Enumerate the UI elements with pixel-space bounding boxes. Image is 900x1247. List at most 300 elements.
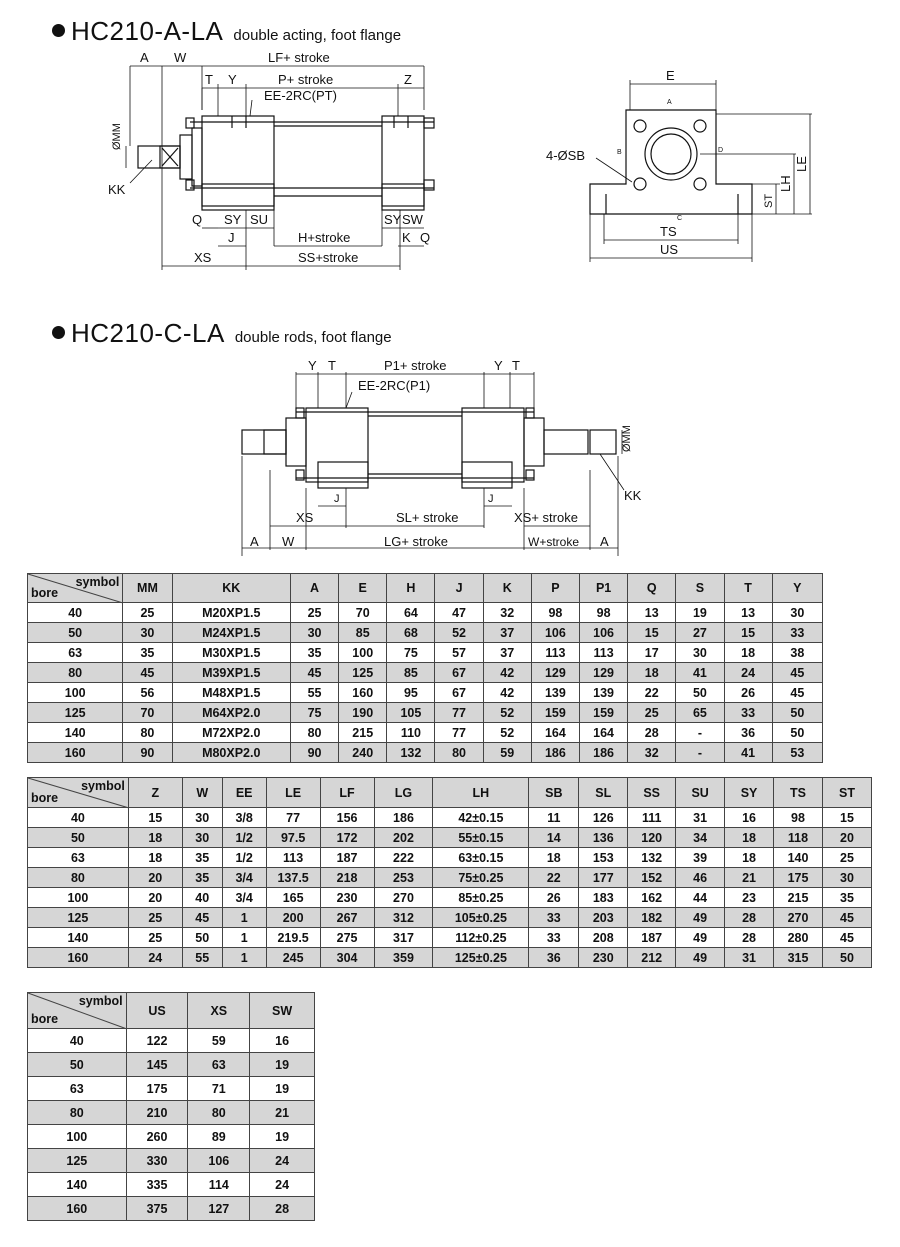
dim-label: EE-2RC(PT) [264,88,337,103]
table-cell: 125 [28,1149,127,1173]
table-cell: 30 [123,623,172,643]
table-cell: 38 [772,643,822,663]
table-cell: 20 [822,828,871,848]
table-cell: 183 [579,888,628,908]
table-cell: 113 [266,848,320,868]
column-header: E [339,574,387,603]
column-header: LG [374,778,433,808]
table-cell: 113 [531,643,579,663]
column-header: Q [628,574,676,603]
table-cell: 208 [579,928,628,948]
column-header: A [290,574,338,603]
table-row [28,1125,315,1149]
table-cell: 125 [28,703,123,723]
table-row [28,603,823,623]
bore-symbol-corner [28,778,129,808]
table-cell: 156 [320,808,374,828]
table-cell: 114 [188,1173,250,1197]
table-cell: 98 [531,603,579,623]
marker-label: D [718,147,724,154]
table-cell: 52 [435,623,483,643]
side-view-drawing-c [0,0,900,560]
table-cell: 21 [725,868,774,888]
dim-label: E [666,68,675,83]
table-cell: 70 [339,603,387,623]
table-cell: 77 [435,723,483,743]
dim-label: Y [494,358,503,373]
table-cell: - [676,723,724,743]
table-row [28,1173,315,1197]
column-header: XS [188,993,250,1029]
table-cell: 164 [531,723,579,743]
dim-label: T [205,72,213,87]
table-cell: 253 [374,868,433,888]
table-cell: 19 [250,1053,315,1077]
table-cell: 200 [266,908,320,928]
table-row [28,948,872,968]
table-row [28,1101,315,1125]
dim-label: SW [402,212,423,227]
table-cell: 45 [772,663,822,683]
table-cell: 129 [531,663,579,683]
table-cell: 46 [676,868,725,888]
table-cell: 1 [222,948,266,968]
dim-label: P1+ stroke [384,358,447,373]
table-cell: 359 [374,948,433,968]
table-cell: 139 [580,683,628,703]
table-cell: 275 [320,928,374,948]
table-cell: 70 [123,703,172,723]
table-cell: 27 [676,623,724,643]
dim-label: ØMM [621,425,633,452]
table-cell: 53 [772,743,822,763]
table-row [28,868,872,888]
column-header: Z [128,778,182,808]
table-cell: M39XP1.5 [172,663,290,683]
table-cell: 13 [628,603,676,623]
column-header: LF [320,778,374,808]
table-cell: 152 [628,868,676,888]
table-cell: 35 [290,643,338,663]
table-row [28,828,872,848]
table-cell: 172 [320,828,374,848]
table-cell: 125 [28,908,129,928]
column-header: KK [172,574,290,603]
bore-symbol-corner [28,993,127,1029]
table-cell: 64 [387,603,435,623]
table-cell: 80 [28,1101,127,1125]
table-cell: 52 [483,703,531,723]
table-cell: 15 [724,623,772,643]
corner-bore-label: bore [31,1012,59,1026]
table-cell: 106 [188,1149,250,1173]
table-cell: 63 [28,848,129,868]
table-cell: 36 [529,948,579,968]
table-cell: 50 [676,683,724,703]
table-cell: 75 [290,703,338,723]
table-cell: 15 [628,623,676,643]
table-cell: 42±0.15 [433,808,529,828]
table-cell: 47 [435,603,483,623]
table-cell: M48XP1.5 [172,683,290,703]
dimension-table-3 [27,992,315,1221]
table-cell: 1/2 [222,828,266,848]
column-header: SB [529,778,579,808]
table-cell: 125 [339,663,387,683]
column-header: EE [222,778,266,808]
table-cell: 267 [320,908,374,928]
table-cell: 19 [250,1125,315,1149]
table-cell: 215 [774,888,823,908]
table-cell: 40 [28,808,129,828]
table-cell: 45 [182,908,222,928]
table-header-row [28,993,315,1029]
table-cell: 42 [483,683,531,703]
dim-label: 4-ØSB [546,148,586,163]
table-row [28,928,872,948]
dimension-table-1 [27,573,823,763]
table-row [28,1149,315,1173]
table-cell: 17 [628,643,676,663]
table-cell: M20XP1.5 [172,603,290,623]
table-cell: 80 [290,723,338,743]
column-header: Y [772,574,822,603]
table-cell: 44 [676,888,725,908]
table-cell: 25 [128,928,182,948]
table-cell: 137.5 [266,868,320,888]
dim-label: KK [624,488,642,503]
table-cell: 40 [28,1029,127,1053]
table-cell: 80 [188,1101,250,1125]
table-row [28,743,823,763]
table-cell: 140 [28,1173,127,1197]
table-cell: 160 [28,948,129,968]
column-header: US [126,993,188,1029]
table-cell: 175 [774,868,823,888]
table-cell: 375 [126,1197,188,1221]
table-cell: 187 [320,848,374,868]
table-cell: 26 [529,888,579,908]
table-cell: 218 [320,868,374,888]
table-cell: 126 [579,808,628,828]
table-cell: 125±0.25 [433,948,529,968]
table-cell: 110 [387,723,435,743]
table-cell: 45 [772,683,822,703]
table-cell: 50 [28,623,123,643]
dim-label: SU [250,212,269,227]
dim-label: T [328,358,336,373]
table-cell: 55±0.15 [433,828,529,848]
table-cell: 111 [628,808,676,828]
table-cell: 270 [774,908,823,928]
table-cell: 31 [676,808,725,828]
table-cell: 42 [483,663,531,683]
column-header: SY [725,778,774,808]
bore-symbol-corner [28,574,123,603]
table-cell: 63 [28,1077,127,1101]
table-cell: 32 [628,743,676,763]
dim-label: J [228,230,235,245]
table-cell: M24XP1.5 [172,623,290,643]
table-cell: 222 [374,848,433,868]
table-cell: 41 [676,663,724,683]
column-header: W [182,778,222,808]
table-cell: 122 [126,1029,188,1053]
table-cell: 1 [222,908,266,928]
table-cell: 140 [774,848,823,868]
table-cell: 28 [250,1197,315,1221]
table-cell: 25 [128,908,182,928]
table-cell: 260 [126,1125,188,1149]
dim-label: Y [228,72,237,87]
table-cell: 240 [339,743,387,763]
dim-label: Y [308,358,317,373]
dim-label: J [334,493,340,505]
marker-label: C [677,215,683,222]
dim-label: LE [794,156,809,172]
table-row [28,1197,315,1221]
column-header: LH [433,778,529,808]
dim-label: LG+ stroke [384,534,448,549]
table-cell: 162 [628,888,676,908]
table-cell: 20 [128,868,182,888]
table-cell: 50 [28,828,129,848]
table-cell: 33 [529,908,579,928]
table-cell: 19 [250,1077,315,1101]
dim-label: SY [224,212,242,227]
table-cell: 33 [772,623,822,643]
table-cell: 3/4 [222,888,266,908]
table-row [28,1053,315,1077]
table-cell: 30 [182,828,222,848]
marker-label: B [617,149,622,156]
table-cell: 85 [387,663,435,683]
table-row [28,1029,315,1053]
table-cell: 113 [580,643,628,663]
table-cell: 80 [28,868,129,888]
table-cell: 57 [435,643,483,663]
dim-label: SS+stroke [298,250,359,265]
column-header: S [676,574,724,603]
dim-label: K [402,230,411,245]
dim-label: H+stroke [298,230,351,245]
table-cell: 80 [28,663,123,683]
column-header: K [483,574,531,603]
table-cell: 335 [126,1173,188,1197]
table-cell: 106 [531,623,579,643]
column-header: T [724,574,772,603]
dimension-table-2 [27,777,872,968]
table-cell: 22 [628,683,676,703]
table-cell: 98 [774,808,823,828]
dim-label: SL+ stroke [396,510,459,525]
table-cell: 18 [724,643,772,663]
table-row [28,703,823,723]
table-cell: 39 [676,848,725,868]
table-cell: 159 [531,703,579,723]
table-cell: 45 [290,663,338,683]
table-cell: 90 [123,743,172,763]
table-cell: 56 [123,683,172,703]
table-cell: 186 [374,808,433,828]
column-header: J [435,574,483,603]
table-cell: 304 [320,948,374,968]
table-cell: 45 [822,928,871,948]
table-cell: 98 [580,603,628,623]
table-cell: 132 [387,743,435,763]
table-cell: 63 [188,1053,250,1077]
table-cell: 35 [182,868,222,888]
table-cell: 215 [339,723,387,743]
table-cell: 24 [724,663,772,683]
corner-symbol-label: symbol [78,994,123,1008]
table-cell: 36 [724,723,772,743]
table-cell: 95 [387,683,435,703]
table-cell: 14 [529,828,579,848]
table-cell: 63±0.15 [433,848,529,868]
dim-label: XS [296,510,314,525]
table-cell: 50 [822,948,871,968]
dim-label: LH [778,175,793,192]
table-cell: 164 [580,723,628,743]
table-cell: 35 [182,848,222,868]
column-header: SS [628,778,676,808]
table-cell: 33 [529,928,579,948]
table-cell: 153 [579,848,628,868]
table-cell: 41 [724,743,772,763]
table-cell: 18 [725,848,774,868]
table-cell: 34 [676,828,725,848]
table-cell: 330 [126,1149,188,1173]
table-cell: 25 [290,603,338,623]
table-cell: M64XP2.0 [172,703,290,723]
table-cell: 18 [529,848,579,868]
dim-label: Q [192,212,203,227]
table-cell: 24 [250,1149,315,1173]
table-cell: M30XP1.5 [172,643,290,663]
table-cell: 160 [28,743,123,763]
table-cell: 106 [580,623,628,643]
table-row [28,643,823,663]
table-cell: 210 [126,1101,188,1125]
corner-bore-label: bore [31,586,59,600]
table-cell: 270 [374,888,433,908]
table-cell: 68 [387,623,435,643]
table-cell: 55 [290,683,338,703]
table-cell: 18 [628,663,676,683]
table-cell: 100 [339,643,387,663]
table-cell: 132 [628,848,676,868]
column-header: SU [676,778,725,808]
table-cell: 22 [529,868,579,888]
table-cell: 230 [320,888,374,908]
model-name: HC210-C-LA [71,318,225,348]
table-cell: 186 [580,743,628,763]
table-cell: 25 [822,848,871,868]
table-row [28,623,823,643]
table-cell: 1/2 [222,848,266,868]
table-cell: 67 [435,683,483,703]
table-cell: 16 [250,1029,315,1053]
table-cell: 50 [182,928,222,948]
table-cell: 187 [628,928,676,948]
table-cell: 105 [387,703,435,723]
dim-label: KK [108,182,126,197]
table-cell: - [676,743,724,763]
table-cell: 25 [628,703,676,723]
dim-label: W+stroke [528,535,580,549]
dim-label: A [140,50,149,65]
dim-label: EE-2RC(P1) [358,378,431,393]
corner-bore-label: bore [31,791,59,805]
column-header: SL [579,778,628,808]
table-cell: 118 [774,828,823,848]
table-cell: 315 [774,948,823,968]
table-cell: 136 [579,828,628,848]
table-cell: 190 [339,703,387,723]
table-cell: 21 [250,1101,315,1125]
table-cell: 55 [182,948,222,968]
column-header: H [387,574,435,603]
table-cell: 50 [772,703,822,723]
model-description: double rods, foot flange [234,329,392,346]
column-header: P [531,574,579,603]
table-cell: 18 [128,828,182,848]
column-header: LE [266,778,320,808]
table-cell: 1 [222,928,266,948]
table-cell: 40 [28,603,123,623]
table-cell: 127 [188,1197,250,1221]
dim-label: P+ stroke [278,72,334,87]
table-cell: 40 [182,888,222,908]
table-cell: 159 [580,703,628,723]
table-cell: 80 [435,743,483,763]
table-cell: 186 [531,743,579,763]
table-row [28,1077,315,1101]
table-cell: 85±0.25 [433,888,529,908]
dim-label: Z [404,72,412,87]
dim-label: T [512,358,520,373]
table-header-row [28,574,823,603]
corner-symbol-label: symbol [81,779,125,793]
table-cell: 28 [725,908,774,928]
table-cell: 45 [822,908,871,928]
table-cell: 97.5 [266,828,320,848]
dim-label: SY [384,212,402,227]
table-cell: 67 [435,663,483,683]
table-cell: 100 [28,1125,127,1149]
model-name: HC210-A-LA [71,16,224,46]
table-row [28,848,872,868]
table-cell: 63 [28,643,123,663]
table-cell: 30 [772,603,822,623]
table-cell: 49 [676,908,725,928]
dim-label: XS [194,250,212,265]
table-cell: 30 [182,808,222,828]
table-cell: 140 [28,928,129,948]
table-cell: 49 [676,948,725,968]
table-header-row [28,778,872,808]
table-cell: 65 [676,703,724,723]
table-cell: 19 [676,603,724,623]
table-cell: 90 [290,743,338,763]
table-cell: 30 [822,868,871,888]
table-cell: 3/4 [222,868,266,888]
table-row [28,888,872,908]
table-cell: 50 [28,1053,127,1077]
table-cell: 33 [724,703,772,723]
table-cell: 80 [123,723,172,743]
